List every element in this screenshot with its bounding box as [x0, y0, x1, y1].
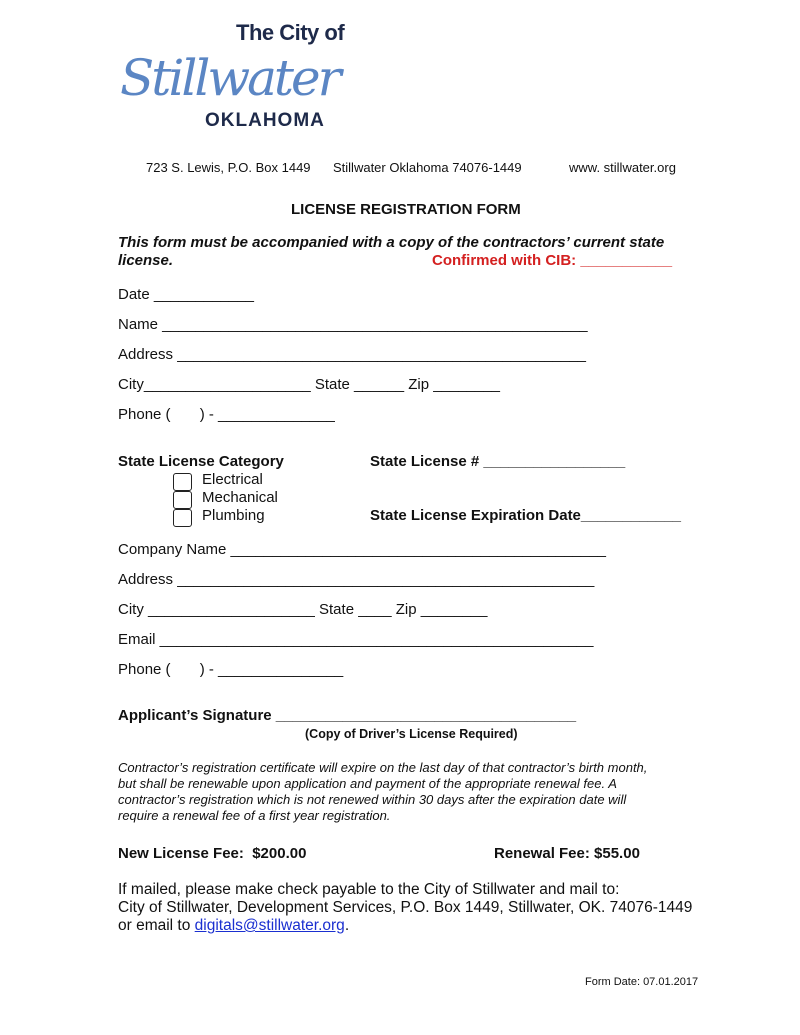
company-name-field[interactable]: Company Name _____________________________________________ [118, 541, 606, 558]
form-date: Form Date: 07.01.2017 [585, 976, 699, 988]
company-email-field[interactable]: Email ____________________________________________________ [118, 631, 594, 648]
checkbox-plumbing[interactable] [173, 509, 192, 527]
mail-suffix: . [344, 917, 350, 934]
form-title: LICENSE REGISTRATION FORM [291, 201, 521, 218]
renewal-fee: Renewal Fee: $55.00 [494, 845, 640, 862]
address-field[interactable]: Address _________________________________________________ [118, 346, 586, 363]
date-field[interactable]: Date ____________ [118, 286, 254, 303]
address-city: Stillwater Oklahoma 74076-1449 [333, 160, 522, 175]
company-address-field[interactable]: Address __________________________________________________ [118, 571, 595, 588]
applicant-signature-field[interactable]: Applicant’s Signature ____________________________________ [118, 707, 577, 724]
checkbox-mechanical[interactable] [173, 491, 192, 509]
notice-line-4: require a renewal fee of a first year registration. [118, 808, 391, 823]
address-web: www. stillwater.org [569, 160, 676, 175]
license-category-label: State License Category [118, 453, 284, 470]
option-plumbing: Plumbing [202, 507, 265, 524]
company-phone-field[interactable]: Phone ( ) - _______________ [118, 661, 344, 678]
address-street: 723 S. Lewis, P.O. Box 1449 [146, 160, 311, 175]
mail-prefix: or email to [118, 917, 195, 934]
new-license-fee: New License Fee: $200.00 [118, 845, 307, 862]
license-expiration-field[interactable]: State License Expiration Date____________ [370, 507, 682, 524]
cib-confirmation[interactable]: Confirmed with CIB: ___________ [432, 252, 673, 269]
mail-line-2: City of Stillwater, Development Services, P.O. Box 1449, Stillwater, OK. 74076-1449 [118, 899, 693, 916]
logo-oklahoma: OKLAHOMA [205, 110, 325, 131]
name-field[interactable]: Name ___________________________________________________ [118, 316, 588, 333]
mail-line-1: If mailed, please make check payable to the City of Stillwater and mail to: [118, 881, 620, 898]
option-electrical: Electrical [202, 471, 263, 488]
city-state-zip-field[interactable]: City____________________ State ______ Zip ________ [118, 376, 501, 393]
intro-line2: license. [118, 252, 174, 269]
option-mechanical: Mechanical [202, 489, 278, 506]
notice-line-2: but shall be renewable upon application and payment of the appropriate renewal fee. A [118, 776, 617, 791]
intro-line1: This form must be accompanied with a copy of the contractors’ current state [118, 234, 665, 251]
email-link[interactable]: digitals@stillwater.org [194, 917, 345, 934]
notice-line-1: Contractor’s registration certificate will expire on the last day of that contractor’s birth month, [118, 760, 648, 775]
logo-stillwater: Stillwater [120, 49, 339, 107]
mail-line-3 [118, 917, 349, 935]
phone-field[interactable]: Phone ( ) - ______________ [118, 406, 335, 423]
company-city-state-zip-field[interactable]: City ____________________ State ____ Zip ________ [118, 601, 488, 618]
logo-city-of: The City of [236, 20, 345, 45]
state-license-number-field[interactable]: State License # _________________ [370, 453, 626, 470]
checkbox-electrical[interactable] [173, 473, 192, 491]
signature-note: (Copy of Driver’s License Required) [305, 727, 518, 741]
notice-line-3: contractor’s registration which is not renewed within 30 days after the expiration date will [118, 792, 627, 807]
